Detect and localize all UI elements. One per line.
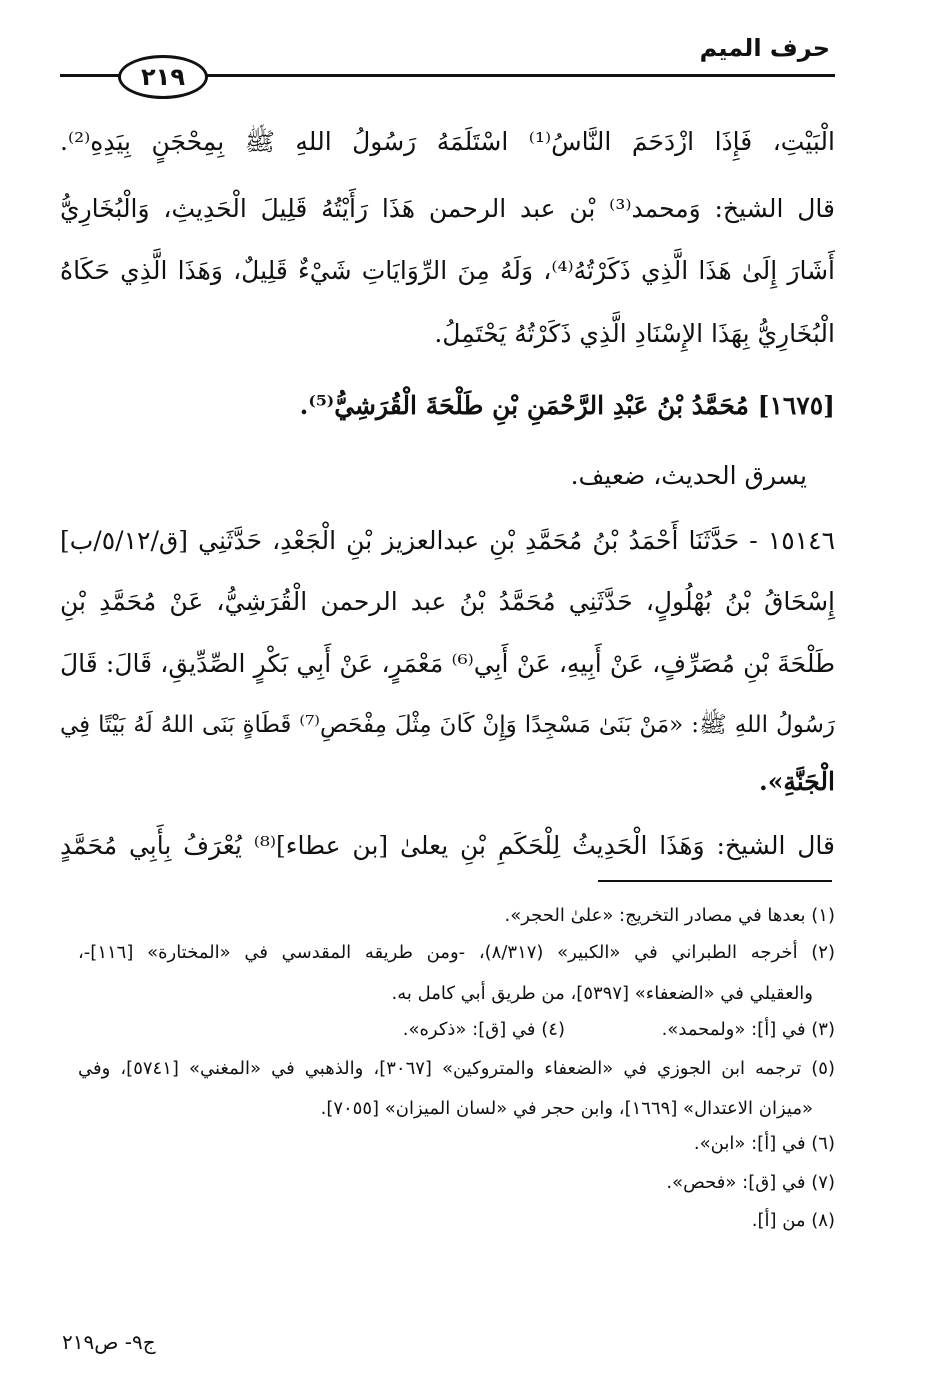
footnote-8: (٨) من [أ]. (751, 1210, 835, 1231)
text-line-8: رَسُولُ اللهِ ﷺ: «مَنْ بَنَىٰ مَسْجِدًا وَإِنْ كَانَ مِثْلَ مِفْحَصِ⁽⁷⁾ قَطَاةٍ بَنَى اللهُ لَهُ بَيْتًا فِي (60, 712, 835, 738)
footnote-5-line-2: «ميزان الاعتدال» [١٦٦٩]، وابن حجر في «لسان الميزان» [٧٠٥٥]. (320, 1098, 813, 1119)
footnote-2-line-2: والعقيلي في «الضعفاء» [٥٣٩٧]، من طريق أبي كامل به. (391, 983, 813, 1004)
text-line-7: طَلْحَةَ بْنِ مُصَرِّفٍ، عَنْ أَبِيهِ، عَنْ أَبِي⁽⁶⁾ مَعْمَرٍ، عَنْ أَبِي بَكْرٍ الصِّدِّيقِ، قَالَ: قَالَ (60, 649, 835, 678)
footnotes-3-4-row (250, 1019, 835, 1045)
page-number-badge: ٢١٩ (118, 55, 208, 99)
footnote-3: (٣) في [أ]: «ولمحمد». (661, 1019, 835, 1040)
text-line-4: الْبُخَارِيُّ بِهَذَا الإِسْنَادِ الَّذِي ذَكَرْتُهُ يَحْتَمِلُ. (434, 319, 835, 348)
footnote-7: (٧) في [ق]: «فحص». (666, 1172, 835, 1193)
text-line-10: قال الشيخ: وَهَذَا الْحَدِيثُ لِلْحَكَمِ بْنِ يعلىٰ [بن عطاء]⁽⁸⁾ يُعْرَفُ بِأَبِي مُحَمَّدٍ (60, 831, 836, 860)
footnote-5-line-1: (٥) ترجمه ابن الجوزي في «الضعفاء والمتروكين» [٣٠٦٧]، والذهبي في «المغني» [٥٧٤١]، وفي (78, 1058, 835, 1079)
text-line-6: إِسْحَاقُ بْنُ بُهْلُولٍ، حَدَّثَنِي مُحَمَّدُ بْنُ عبد الرحمن الْقُرَشِيُّ، عَنْ مُحَمَّدِ بْنِ (60, 587, 835, 616)
text-line-1: الْبَيْتِ، فَإِذَا ازْدَحَمَ النَّاسُ⁽¹⁾ اسْتَلَمَهُ رَسُولُ اللهِ ﷺ بِمِحْجَنٍ بِيَدِهِ⁽²⁾. (60, 127, 835, 156)
text-line-9: الْجَنَّةِ». (759, 767, 835, 796)
text-line-2: قال الشيخ: وَمحمد⁽³⁾ بْن عبد الرحمن هَذَا رَأَيْتُهُ قَلِيلَ الْحَدِيثِ، وَالْبُخَارِيُّ (60, 194, 835, 223)
footnote-4: (٤) في [ق]: «ذكره». (402, 1019, 565, 1040)
volume-page-folio: ج٩- ص٢١٩ (62, 1330, 156, 1354)
entry-description: يسرق الحديث، ضعيف. (570, 461, 807, 490)
text-line-3: أَشَارَ إِلَىٰ هَذَا الَّذِي ذَكَرْتُهُ⁽⁴⁾، وَلَهُ مِنَ الرِّوَايَاتِ شَيْءٌ قَلِيلٌ، وَهَذَا الَّذِي حَكَاهُ (60, 256, 835, 285)
footnote-2-line-1: (٢) أخرجه الطبراني في «الكبير» (٨/٣١٧)، -ومن طريقه المقدسي في «المختارة» [١١٦]-، (78, 942, 835, 963)
entry-heading: [١٦٧٥] مُحَمَّدُ بْنُ عَبْدِ الرَّحْمَنِ بْنِ طَلْحَةَ الْقُرَشِيُّ⁽⁵⁾. (299, 391, 835, 420)
footnote-rule (598, 880, 832, 882)
running-header-title: حرف الميم (699, 34, 830, 62)
footnote-6: (٦) في [أ]: «ابن». (693, 1133, 835, 1154)
text-line-5: ١٥١٤٦ - حَدَّثَنَا أَحْمَدُ بْنُ مُحَمَّدِ بْنِ عبدالعزيز بْنِ الْجَعْدِ، حَدَّثَنِي [ق/٥/١٢/ب] (60, 526, 835, 555)
footnote-1: (١) بعدها في مصادر التخريج: «علىٰ الحجر». (504, 905, 835, 926)
